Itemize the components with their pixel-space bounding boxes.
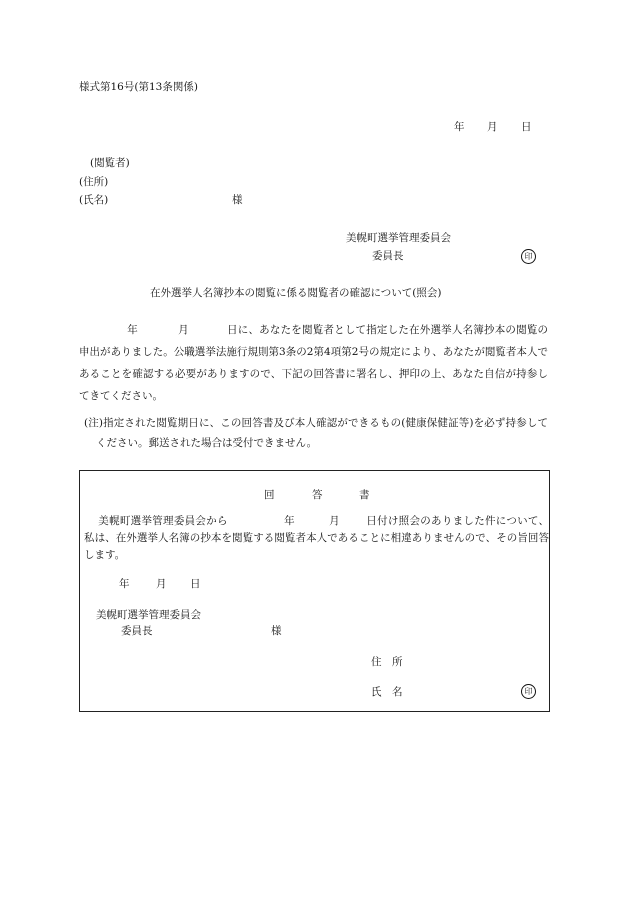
date-day-label: 日 bbox=[521, 121, 532, 133]
reply-date-year: 年 bbox=[119, 578, 130, 590]
reply-title-char: 書 bbox=[359, 489, 370, 501]
reply-text-rest: 日付け照会のありました件について、私は、在外選挙人名簿の抄本を閲覧する閲覧者本人であることに相違ありませんので、その旨回答します。 bbox=[84, 515, 550, 561]
reply-recipient-title: 委員長 bbox=[121, 625, 153, 637]
reply-text-month: 月 bbox=[328, 515, 340, 527]
reply-recipient-org: 美幌町選挙管理委員会 bbox=[96, 609, 201, 621]
body-month-label: 月 bbox=[177, 324, 189, 336]
addressee-honorific: 様 bbox=[232, 194, 243, 206]
issuer-seal-icon: 印 bbox=[521, 249, 536, 264]
reply-form-box bbox=[79, 470, 550, 712]
document-title: 在外選挙人名簿抄本の閲覧に係る閲覧者の確認について(照会) bbox=[150, 287, 442, 299]
reply-text-prefix: 美幌町選挙管理委員会から bbox=[98, 515, 228, 527]
reply-title-char: 答 bbox=[312, 489, 323, 501]
reply-name-label: 氏 名 bbox=[371, 686, 403, 698]
date-month-label: 月 bbox=[487, 121, 498, 133]
name-label: (氏名) bbox=[79, 194, 109, 206]
note-text: (注)指定された閲覧期日に、この回答書及び本人確認ができるもの(健康保健証等)を必ず持参してください。郵送された場合は受付できません。 bbox=[84, 417, 548, 449]
reply-title-char: 回 bbox=[264, 489, 275, 501]
reply-date-day: 日 bbox=[190, 578, 201, 590]
issuer-title: 委員長 bbox=[372, 250, 404, 262]
reply-seal-icon: 印 bbox=[521, 684, 536, 699]
reply-paragraph bbox=[84, 513, 549, 564]
reply-date-month: 月 bbox=[156, 578, 167, 590]
body-text: 日に、あなたを閲覧者として指定した在外選挙人名簿抄本の閲覧の申出がありました。公職選挙法施行規則第3条の2第4項第2号の規定により、あなたが閲覧者本人であることを確認する必要がありますので、下記の回答書に署名し、押印の上、あなた自信が持参してきてください。 bbox=[79, 324, 549, 402]
reply-address-label: 住 所 bbox=[371, 656, 403, 668]
issuer-organization: 美幌町選挙管理委員会 bbox=[346, 232, 451, 244]
reply-text-year: 年 bbox=[283, 515, 295, 527]
reader-label: (閲覧者) bbox=[90, 157, 130, 169]
reply-recipient-honorific: 様 bbox=[271, 625, 282, 637]
body-year-label: 年 bbox=[127, 324, 138, 336]
address-label: (住所) bbox=[79, 176, 109, 188]
body-paragraph bbox=[79, 319, 548, 407]
date-year-label: 年 bbox=[454, 121, 465, 133]
form-number: 様式第16号(第13条関係) bbox=[79, 81, 198, 93]
